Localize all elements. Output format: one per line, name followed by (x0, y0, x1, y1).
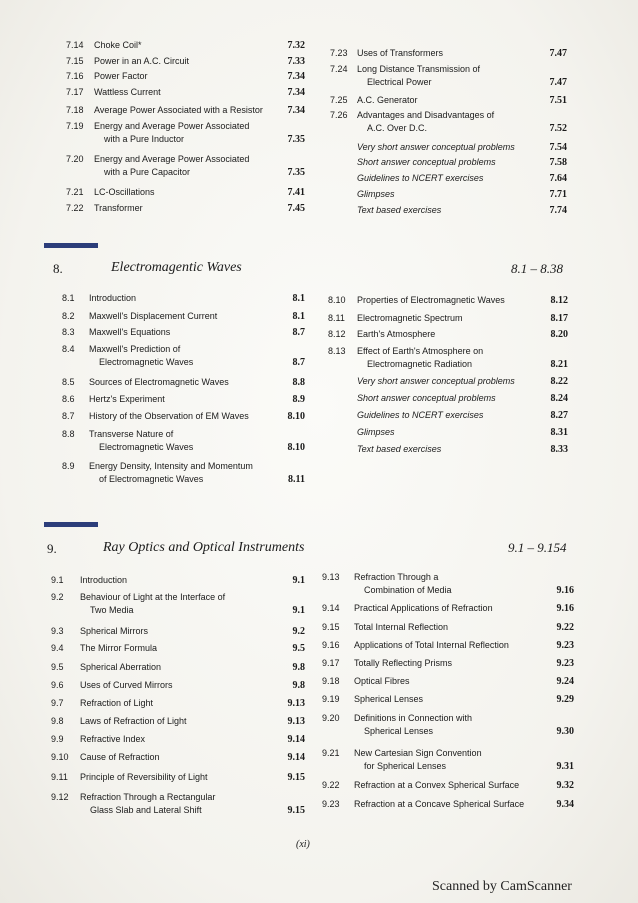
entry-title-line2: Combination of Media (364, 585, 452, 595)
entry-title: Guidelines to NCERT exercises (357, 410, 484, 420)
entry-number: 9.5 (51, 662, 64, 672)
entry-title: Choke Coil* (94, 40, 142, 50)
entry-title: Laws of Refraction of Light (80, 716, 187, 726)
entry-title: Glimpses (357, 189, 395, 199)
entry-number: 9.19 (322, 694, 340, 704)
entry-number: 9.12 (51, 792, 69, 802)
entry-page-number: 7.34 (287, 87, 305, 98)
entry-page-number: 8.12 (550, 295, 568, 306)
entry-number: 9.1 (51, 575, 64, 585)
entry-title: History of the Observation of EM Waves (89, 411, 249, 421)
entry-title: Spherical Mirrors (80, 626, 149, 636)
entry-number: 9.9 (51, 734, 64, 744)
entry-title: Glimpses (357, 427, 395, 437)
entry-number: 7.21 (66, 187, 84, 197)
entry-number: 7.15 (66, 56, 84, 66)
entry-number: 9.11 (51, 772, 68, 782)
entry-number: 8.13 (328, 346, 346, 356)
entry-title: Properties of Electromagnetic Waves (357, 295, 505, 305)
entry-number: 9.15 (322, 622, 340, 632)
entry-title: Energy and Average Power Associated (94, 121, 250, 131)
entry-number: 9.14 (322, 603, 340, 613)
scanner-watermark: Scanned by CamScanner (432, 879, 572, 894)
entry-title: Introduction (80, 575, 128, 585)
entry-title: Text based exercises (357, 444, 442, 454)
entry-page-number: 8.8 (292, 377, 305, 388)
entry-page-number: 8.22 (550, 376, 568, 387)
entry-title: Energy Density, Intensity and Momentum (89, 461, 253, 471)
entry-title: Electromagnetic Spectrum (357, 313, 463, 323)
entry-title: Hertz's Experiment (89, 394, 165, 404)
entry-page-number: 8.1 (292, 293, 305, 304)
entry-title-line2: of Electromagnetic Waves (99, 474, 204, 484)
entry-page-number: 9.31 (556, 761, 574, 772)
entry-page-number: 7.47 (549, 48, 567, 59)
chapter-9-page-range: 9.1 – 9.154 (508, 540, 567, 555)
chapter-8-page-range: 8.1 – 8.38 (511, 261, 563, 276)
entry-number: 9.23 (322, 799, 340, 809)
entry-title: Transformer (94, 203, 143, 213)
entry-title: The Mirror Formula (80, 643, 158, 653)
entry-page-number: 8.24 (550, 393, 568, 404)
entry-page-number: 9.15 (287, 805, 305, 816)
entry-page-number: 8.10 (287, 442, 305, 453)
entry-title: Totally Reflecting Prisms (354, 658, 453, 668)
entry-page-number: 7.52 (549, 123, 567, 134)
chapter-8-title: Electromagentic Waves (111, 260, 242, 275)
entry-number: 9.21 (322, 748, 340, 758)
chapter-9-title: Ray Optics and Optical Instruments (103, 540, 305, 555)
entry-number: 9.4 (51, 643, 64, 653)
entry-number: 9.13 (322, 572, 340, 582)
entry-page-number: 9.1 (292, 605, 305, 616)
entry-title: Practical Applications of Refraction (354, 603, 493, 613)
entry-title: Cause of Refraction (80, 752, 160, 762)
entry-number: 9.10 (51, 752, 69, 762)
entry-number: 8.2 (62, 311, 75, 321)
entry-title: Power in an A.C. Circuit (94, 56, 190, 66)
entry-title: Wattless Current (94, 87, 161, 97)
page-number-footer: (xi) (296, 839, 310, 850)
entry-page-number: 7.71 (549, 189, 567, 200)
entry-title-line2: Electrical Power (367, 77, 432, 87)
entry-title: Short answer conceptual problems (357, 157, 496, 167)
entry-title-line2: with a Pure Inductor (104, 134, 185, 144)
entry-page-number: 9.8 (292, 680, 305, 691)
entry-title-line2: Glass Slab and Lateral Shift (90, 805, 202, 815)
entry-number: 7.24 (330, 64, 348, 74)
entry-page-number: 9.14 (287, 734, 305, 745)
entry-title: Average Power Associated with a Resistor (94, 105, 263, 115)
entry-number: 7.16 (66, 71, 84, 81)
entry-number: 7.22 (66, 203, 84, 213)
entry-number: 8.1 (62, 293, 75, 303)
entry-page-number: 8.1 (292, 311, 305, 322)
entry-page-number: 9.23 (556, 658, 574, 669)
entry-page-number: 7.33 (287, 56, 305, 67)
entry-title-line2: Two Media (90, 605, 134, 615)
entry-number: 7.20 (66, 154, 84, 164)
entry-number: 8.3 (62, 327, 75, 337)
entry-number: 8.11 (328, 313, 345, 323)
entry-page-number: 7.51 (549, 95, 567, 106)
entry-title-line2: with a Pure Capacitor (104, 167, 191, 177)
entry-title: Very short answer conceptual problems (357, 142, 515, 152)
entry-number: 8.9 (62, 461, 75, 471)
chapter-9-number: 9. (47, 541, 57, 556)
entry-number: 9.17 (322, 658, 340, 668)
entry-title: A.C. Generator (357, 95, 418, 105)
entry-title: Advantages and Disadvantages of (357, 110, 495, 120)
entry-page-number: 7.35 (287, 134, 305, 145)
entry-title: Earth's Atmosphere (357, 329, 436, 339)
entry-number: 8.7 (62, 411, 75, 421)
entry-title: Definitions in Connection with (354, 713, 473, 723)
entry-page-number: 8.7 (292, 327, 305, 338)
entry-number: 9.7 (51, 698, 64, 708)
entry-title: Maxwell's Displacement Current (89, 311, 218, 321)
entry-title: Uses of Transformers (357, 48, 444, 58)
entry-page-number: 9.1 (292, 575, 305, 586)
entry-page-number: 9.2 (292, 626, 305, 637)
entry-page-number: 9.22 (556, 622, 574, 633)
entry-title: Refraction Through a Rectangular (80, 792, 216, 802)
entry-title: Refraction at a Concave Spherical Surface (354, 799, 525, 809)
entry-number: 8.8 (62, 429, 75, 439)
entry-page-number: 8.21 (550, 359, 568, 370)
entry-page-number: 8.17 (550, 313, 568, 324)
entry-title: Maxwell's Equations (89, 327, 171, 337)
entry-title: Refractive Index (80, 734, 146, 744)
entry-page-number: 9.24 (556, 676, 574, 687)
entry-title-line2: Electromagnetic Waves (99, 442, 194, 452)
entry-title: Refraction at a Convex Spherical Surface (354, 780, 520, 790)
entry-title: Applications of Total Internal Reflection (354, 640, 509, 650)
entry-title-line2: for Spherical Lenses (364, 761, 447, 771)
entry-page-number: 7.34 (287, 71, 305, 82)
entry-title: Spherical Lenses (354, 694, 424, 704)
entry-title: Refraction of Light (80, 698, 154, 708)
entry-page-number: 9.16 (556, 603, 574, 614)
entry-title: New Cartesian Sign Convention (354, 748, 482, 758)
entry-page-number: 7.58 (549, 157, 567, 168)
entry-title: Transverse Nature of (89, 429, 174, 439)
entry-title: Short answer conceptual problems (357, 393, 496, 403)
entry-title: Guidelines to NCERT exercises (357, 173, 484, 183)
entry-page-number: 8.9 (292, 394, 305, 405)
entry-page-number: 7.54 (549, 142, 567, 153)
entry-page-number: 8.7 (292, 357, 305, 368)
entry-title: Text based exercises (357, 205, 442, 215)
entry-number: 7.19 (66, 121, 84, 131)
entry-title: Energy and Average Power Associated (94, 154, 250, 164)
entry-page-number: 7.34 (287, 105, 305, 116)
entry-page-number: 9.16 (556, 585, 574, 596)
entry-title: Spherical Aberration (80, 662, 162, 672)
entry-number: 8.6 (62, 394, 75, 404)
entry-number: 9.20 (322, 713, 340, 723)
entry-title: Maxwell's Prediction of (89, 344, 181, 354)
entry-title-line2: A.C. Over D.C. (367, 123, 428, 133)
entry-page-number: 9.30 (556, 726, 574, 737)
entry-number: 9.8 (51, 716, 64, 726)
entry-title: Principle of Reversibility of Light (80, 772, 208, 782)
entry-page-number: 9.29 (556, 694, 574, 705)
entry-page-number: 7.45 (287, 203, 305, 214)
entry-title: Introduction (89, 293, 137, 303)
entry-page-number: 9.13 (287, 716, 305, 727)
chapter-8-marker-bar (44, 243, 98, 248)
entry-page-number: 9.8 (292, 662, 305, 673)
entry-title: Sources of Electromagnetic Waves (89, 377, 229, 387)
entry-title: Uses of Curved Mirrors (80, 680, 173, 690)
entry-page-number: 7.35 (287, 167, 305, 178)
entry-number: 9.18 (322, 676, 340, 686)
entry-number: 9.3 (51, 626, 64, 636)
entry-page-number: 8.27 (550, 410, 568, 421)
entry-title: Optical Fibres (354, 676, 410, 686)
entry-number: 9.22 (322, 780, 340, 790)
chapter-9-marker-bar (44, 522, 98, 527)
entry-page-number: 7.32 (287, 40, 305, 51)
entry-page-number: 9.23 (556, 640, 574, 651)
entry-page-number: 9.14 (287, 752, 305, 763)
entry-title: Power Factor (94, 71, 148, 81)
entry-page-number: 9.15 (287, 772, 305, 783)
entry-page-number: 7.47 (549, 77, 567, 88)
entry-page-number: 8.31 (550, 427, 568, 438)
entry-number: 8.4 (62, 344, 75, 354)
entry-title: Very short answer conceptual problems (357, 376, 515, 386)
entry-page-number: 9.32 (556, 780, 574, 791)
entry-number: 8.5 (62, 377, 75, 387)
entry-title: Long Distance Transmission of (357, 64, 481, 74)
entry-page-number: 8.10 (287, 411, 305, 422)
entry-number: 9.6 (51, 680, 64, 690)
entry-title-line2: Electromagnetic Waves (99, 357, 194, 367)
entry-title-line2: Spherical Lenses (364, 726, 434, 736)
entry-title: Refraction Through a (354, 572, 439, 582)
entry-page-number: 8.33 (550, 444, 568, 455)
entry-number: 8.12 (328, 329, 346, 339)
entry-page-number: 9.34 (556, 799, 574, 810)
entry-page-number: 8.20 (550, 329, 568, 340)
entry-number: 7.25 (330, 95, 348, 105)
entry-number: 7.23 (330, 48, 348, 58)
entry-page-number: 8.11 (288, 474, 305, 485)
entry-title-line2: Electromagnetic Radiation (367, 359, 473, 369)
entry-page-number: 9.13 (287, 698, 305, 709)
entry-number: 9.2 (51, 592, 64, 602)
entry-number: 7.26 (330, 110, 348, 120)
entry-number: 7.17 (66, 87, 84, 97)
entry-page-number: 7.41 (287, 187, 305, 198)
entry-number: 8.10 (328, 295, 346, 305)
entry-page-number: 7.74 (549, 205, 567, 216)
chapter-8-number: 8. (53, 261, 63, 276)
entry-title: Behaviour of Light at the Interface of (80, 592, 226, 602)
entry-number: 7.18 (66, 105, 84, 115)
entry-title: Effect of Earth's Atmosphere on (357, 346, 484, 356)
entry-page-number: 7.64 (549, 173, 567, 184)
entry-title: LC-Oscillations (94, 187, 155, 197)
entry-number: 7.14 (66, 40, 84, 50)
entry-title: Total Internal Reflection (354, 622, 449, 632)
entry-page-number: 9.5 (292, 643, 305, 654)
entry-number: 9.16 (322, 640, 340, 650)
